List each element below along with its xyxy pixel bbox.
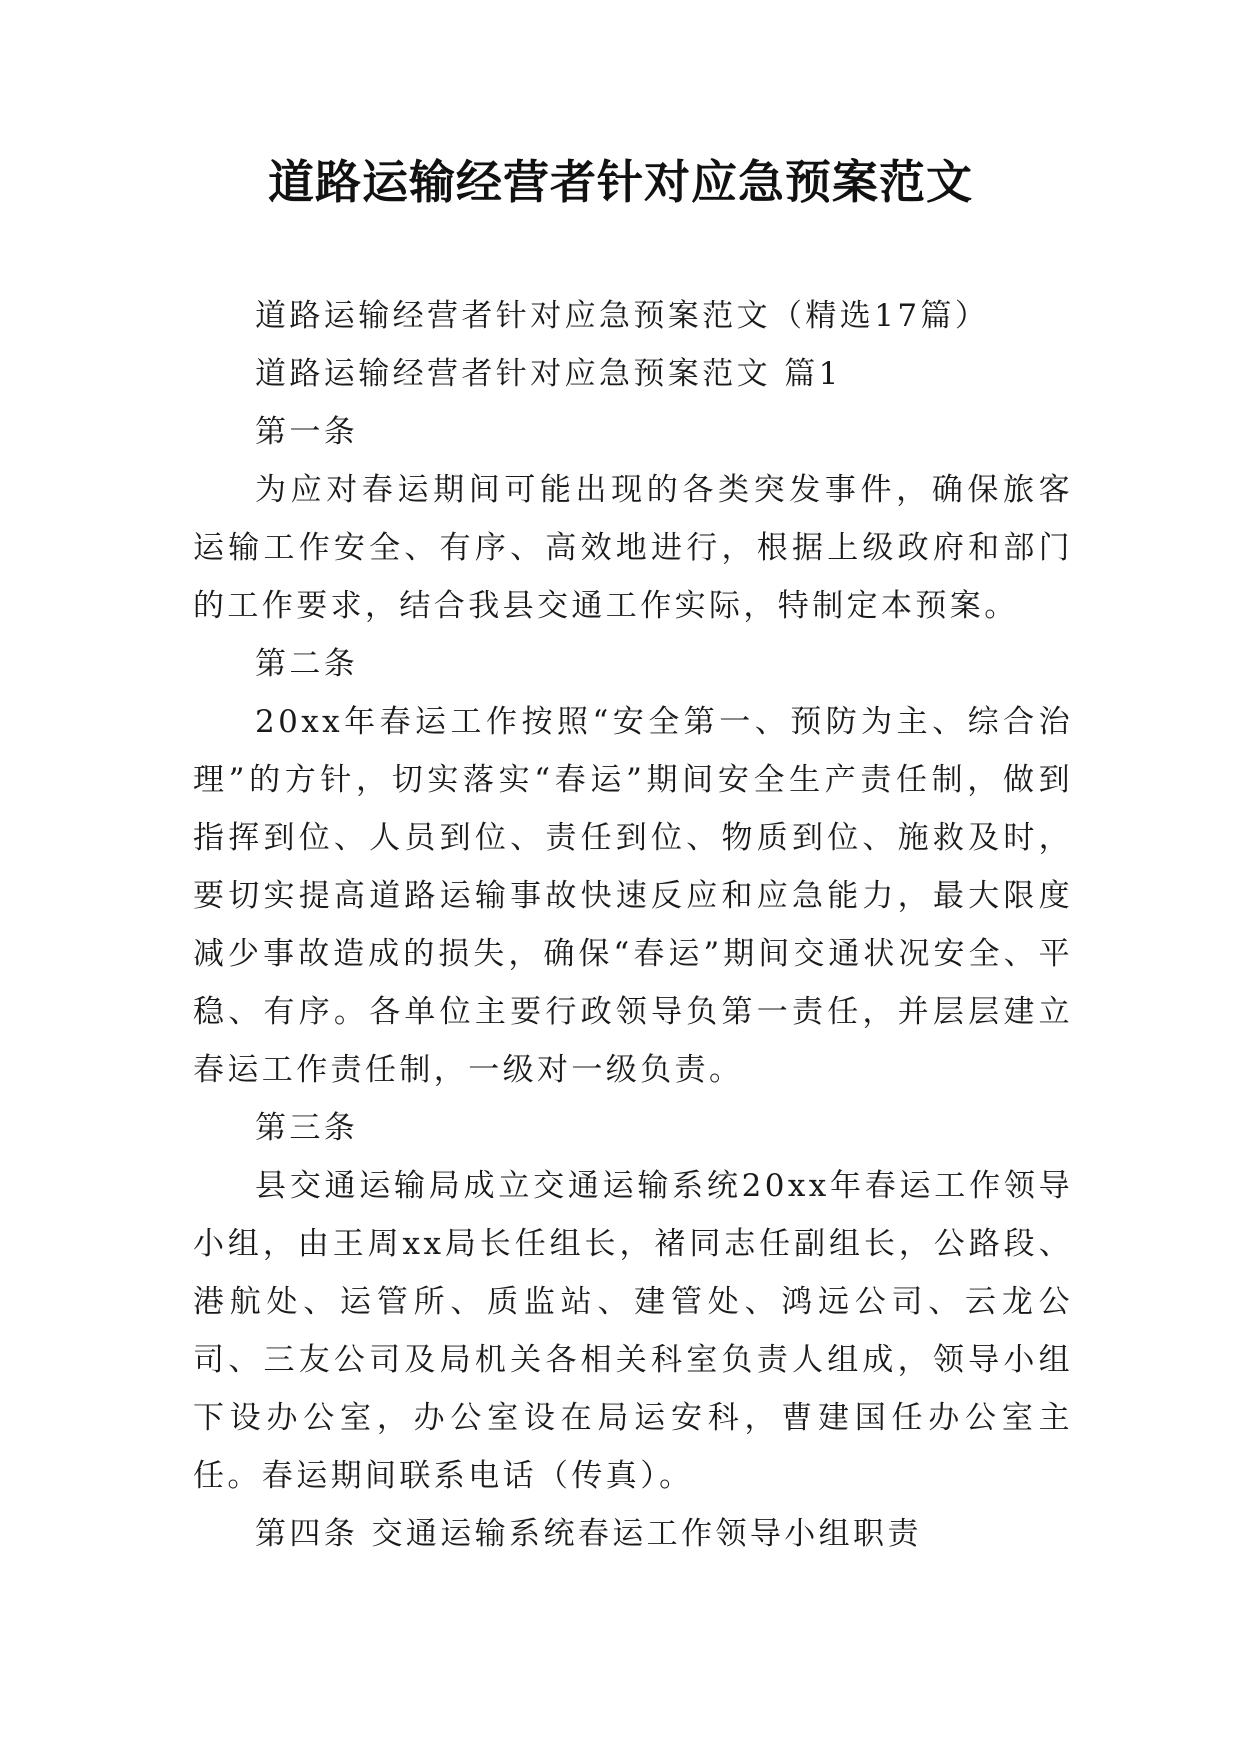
paragraph: 20xx年春运工作按照“安全第一、预防为主、综合治理”的方针，切实落实“春运”期间安全生产责任制，做到指挥到位、人员到位、责任到位、物质到位、施救及时，要切实提高道路运输事故快速反应和应急能力，最大限度减少事故造成的损失，确保“春运”期间交通状况安全、平稳、有序。各单位主要行政领导负第一责任，并层层建立春运工作责任制，一级对一级负责。	[193, 704, 1073, 1088]
article-heading-1: 第一条	[255, 414, 359, 450]
paragraph-heading: 道路运输经营者针对应急预案范文 篇1	[255, 356, 842, 392]
paragraph: 县交通运输局成立交通运输系统20xx年春运工作领导小组，由王周xx局长任组长，褚同志任副组长，公路段、港航处、运管所、质监站、建管处、鸿远公司、云龙公司、三友公司及局机关各相关科室负责人组成，领导小组下设办公室，办公室设在局运安科，曹建国任办公室主任。春运期间联系电话（传真）。	[193, 1168, 1073, 1494]
document-title: 道路运输经营者针对应急预案范文	[268, 155, 973, 209]
article-heading-2: 第二条	[255, 646, 359, 682]
article-heading-3: 第三条	[255, 1110, 359, 1146]
document-body	[193, 287, 1073, 1563]
paragraph: 为应对春运期间可能出现的各类突发事件，确保旅客运输工作安全、有序、高效地进行，根据上级政府和部门的工作要求，结合我县交通工作实际，特制定本预案。	[193, 472, 1073, 624]
paragraph-subtitle: 道路运输经营者针对应急预案范文（精选17篇）	[255, 298, 990, 334]
article-heading-4: 第四条 交通运输系统春运工作领导小组职责	[255, 1516, 922, 1552]
